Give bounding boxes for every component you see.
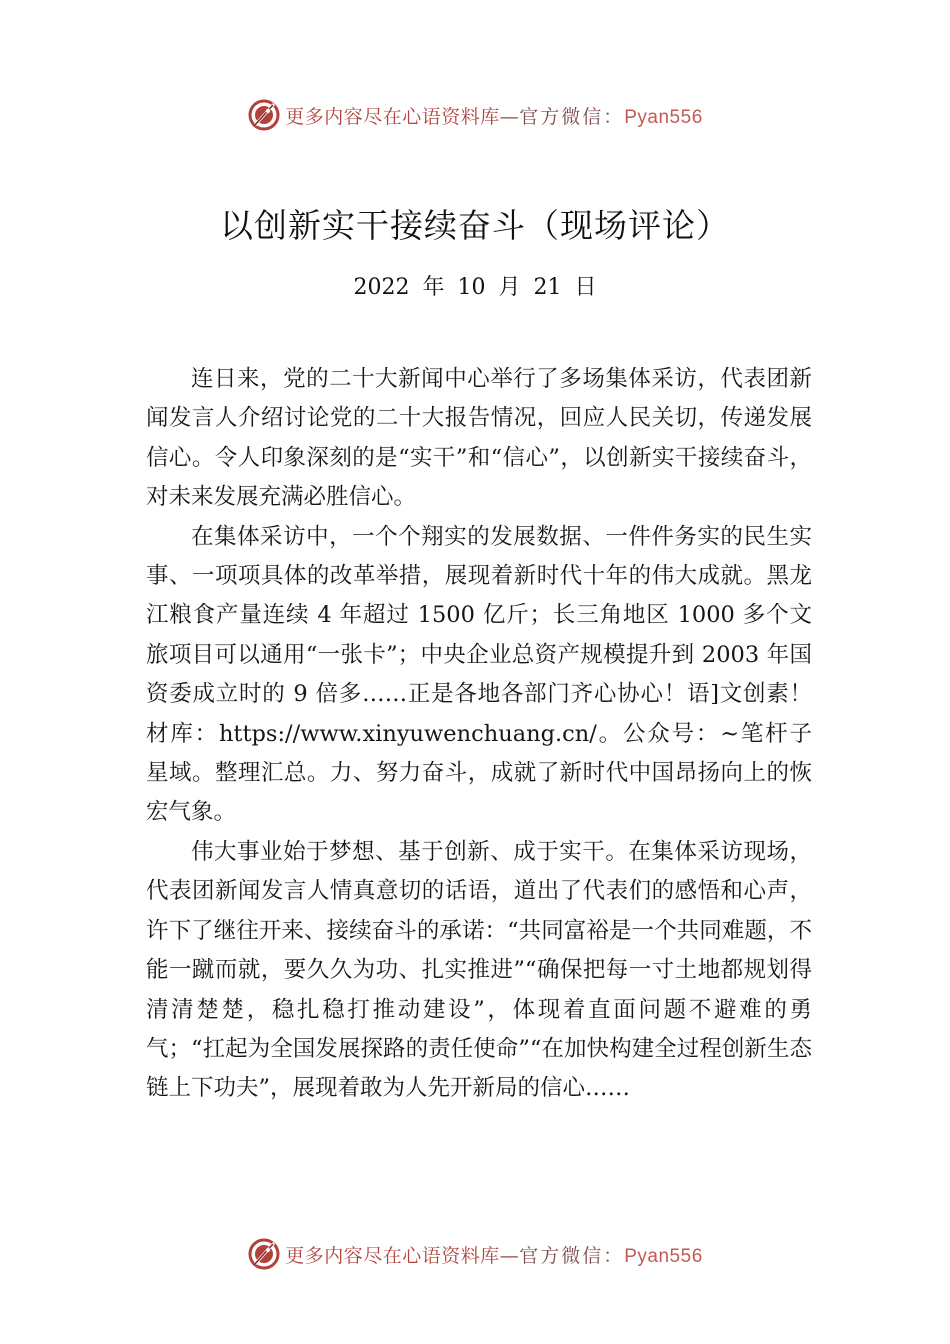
header-wechat-id: Pyan556 [624, 106, 703, 128]
quill-seal-logo-icon [247, 98, 281, 132]
paragraph-2: 在集体采访中，一个个翔实的发展数据、一件件务实的民生实事、一项项具体的改革举措，展现着新时代十年的伟大成就。黑龙江粮食产量连续 4 年超过 1500 亿斤；长三角地区 1000 多个文旅项目可以通用“一张卡”；中央企业总资产规模提升到 2003 年国资委成立时的 9 倍多……正是各地各部门齐心协心！语]文创素！材库：https://www.xinyuwenchuang.cn/。公众号：~笔杆子星域。整理汇总。力、努力奋斗，成就了新时代中国昂扬向上的恢宏气象。 [146, 523, 812, 826]
header-banner-text [285, 102, 703, 129]
footer-library-text: 更多内容尽在心语资料库 [285, 1244, 500, 1267]
footer-banner-text [285, 1241, 703, 1268]
article-body [146, 360, 812, 1109]
footer-wechat-label: 官方微信： [519, 1244, 625, 1267]
header-banner [0, 95, 950, 135]
article-title: 以创新实干接续奋斗（现场评论） [220, 206, 730, 245]
article-date: 2022 年 10 月 21 日 [353, 275, 597, 300]
footer-banner [0, 1234, 950, 1274]
header-library-text: 更多内容尽在心语资料库 [285, 105, 500, 128]
paragraph-1: 连日来，党的二十大新闻中心举行了多场集体采访，代表团新闻发言人介绍讨论党的二十大报告情况，回应人民关切，传递发展信心。令人印象深刻的是“实干”和“信心”，以创新实干接续奋斗，对未来发展充满必胜信心。 [146, 366, 812, 511]
footer-dash: — [499, 1244, 520, 1267]
header-dash: — [499, 105, 520, 128]
footer-wechat-id: Pyan556 [624, 1245, 703, 1267]
header-wechat-label: 官方微信： [519, 105, 625, 128]
paragraph-3: 伟大事业始于梦想、基于创新、成于实干。在集体采访现场，代表团新闻发言人情真意切的话语，道出了代表们的感悟和心声，许下了继往开来、接续奋斗的承诺：“共同富裕是一个共同难题，不能一蹴而就，要久久为功、扎实推进”“确保把每一寸土地都规划得清清楚楚，稳扎稳打推动建设”，体现着直面问题不避难的勇气；“扛起为全国发展探路的责任使命”“在加快构建全过程创新生态链上下功夫”，展现着敢为人先开新局的信心…… [146, 838, 812, 1102]
quill-seal-logo-icon [247, 1237, 281, 1271]
